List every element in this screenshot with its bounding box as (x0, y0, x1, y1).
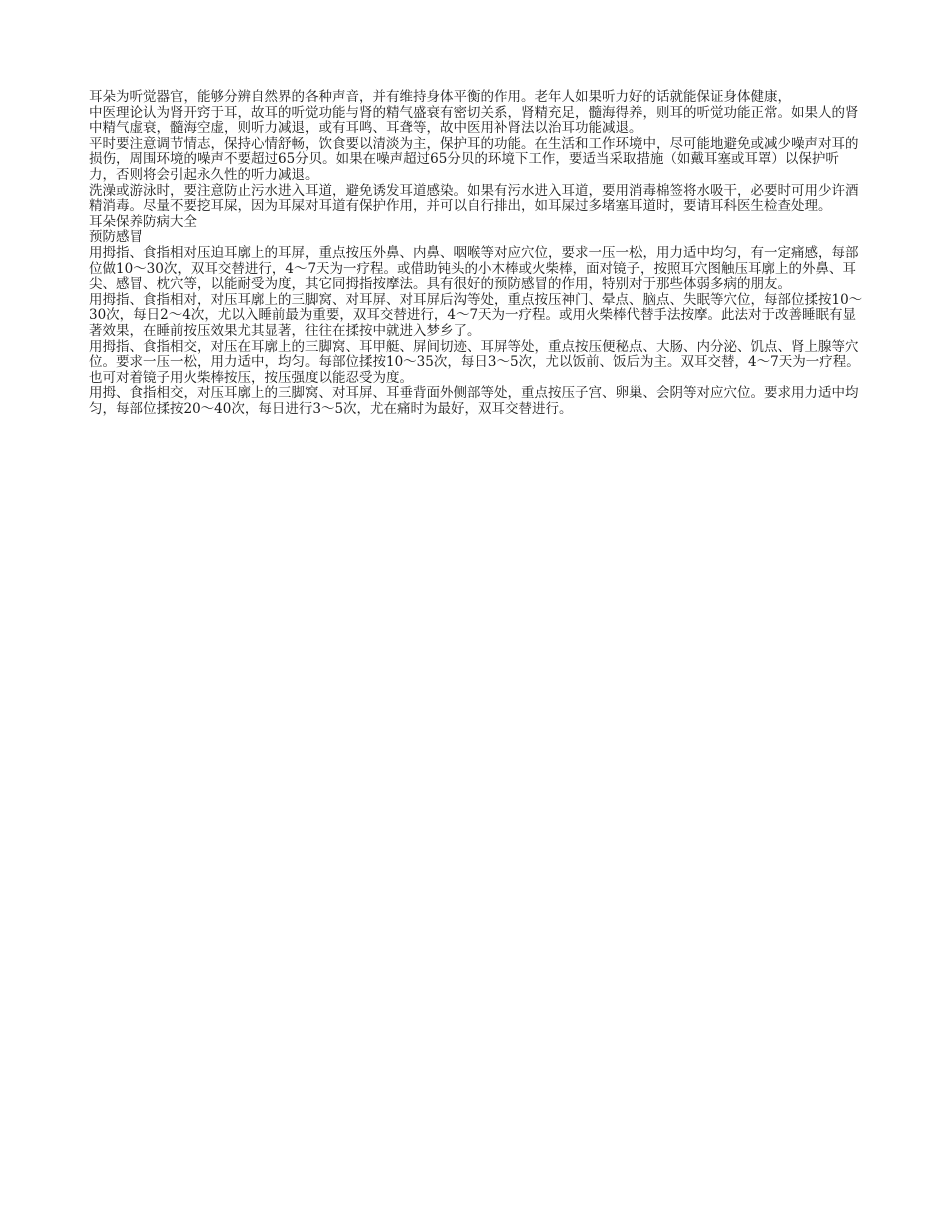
method-paragraph-sleep: 用拇指、食指相对，对压耳廓上的三脚窝、对耳屏、对耳屏后沟等处，重点按压神门、晕点、脑点、失眠等穴位，每部位揉按10～30次，每日2～4次，尤以入睡前最为重要，双耳交替进行，4～7天为一疗程。或用火柴棒代替手法按摩。此法对于改善睡眠有显著效果，在睡前按压效果尤其显著，往往在揉按中就进入梦乡了。 (89, 291, 863, 339)
method-paragraph-digestion: 用拇指、食指相交，对压在耳廓上的三脚窝、耳甲艇、屏间切迹、耳屏等处，重点按压便秘点、大肠、内分泌、饥点、肾上腺等穴位。要求一压一松，用力适中，均匀。每部位揉按10～35次，每日3～5次，尤以饭前、饭后为主。双耳交替，4～7天为一疗程。也可对着镜子用火柴棒按压，按压强度以能忍受为度。 (89, 338, 860, 386)
method-paragraph-cold-prevention: 用拇指、食指相对压迫耳廓上的耳屏，重点按压外鼻、内鼻、咽喉等对应穴位，要求一压一松，用力适中均匀，有一定痛感，每部位做10～30次，双耳交替进行，4～7天为一疗程。或借助钝头的小木棒或火柴棒，面对镜子，按照耳穴图触压耳廓上的外鼻、耳尖、感冒、枕穴等，以能耐受为度，其它同拇指按摩法。具有很好的预防感冒的作用，特别对于那些体弱多病的朋友。 (89, 244, 859, 293)
document-body (89, 90, 864, 417)
bathing-care-paragraph: 洗澡或游泳时，要注意防止污水进入耳道，避免诱发耳道感染。如果有污水进入耳道，要用消毒棉签将水吸干，必要时可用少许酒精消毒。尽量不要挖耳屎，因为耳屎对耳道有保护作用，并可以自行排出，如耳屎过多堵塞耳道时，要请耳科医生检查处理。 (89, 182, 859, 215)
daily-care-paragraph: 平时要注意调节情志，保持心情舒畅，饮食要以清淡为主，保护耳的功能。在生活和工作环境中，尽可能地避免或减少噪声对耳的损伤，周围环境的噪声不要超过65分贝。如果在噪声超过65分贝的环境下工作，要适当采取措施（如戴耳塞或耳罩）以保护听力，否则将会引起永久性的听力减退。 (89, 135, 859, 183)
tcm-theory-paragraph: 中医理论认为肾开窍于耳，故耳的听觉功能与肾的精气盛衰有密切关系，肾精充足，髓海得养，则耳的听觉功能正常。如果人的肾中精气虚衰，髓海空虚，则听力减退，或有耳鸣、耳聋等，故中医用补肾法以治耳功能减退。 (89, 104, 859, 137)
section-title: 耳朵保养防病大全 (89, 213, 197, 230)
intro-paragraph: 耳朵为听觉器官，能够分辨自然界的各种声音，并有维持身体平衡的作用。老年人如果听力好的话就能保证身体健康， (89, 89, 791, 105)
subsection-title: 预防感冒 (89, 229, 143, 246)
method-paragraph-pain-relief: 用拇、食指相交，对压耳廓上的三脚窝、对耳屏、耳垂背面外侧部等处，重点按压子宫、卵巢、会阴等对应穴位。要求用力适中均匀，每部位揉按20～40次，每日进行3～5次，尤在痛时为最好，双耳交替进行。 (89, 385, 859, 417)
